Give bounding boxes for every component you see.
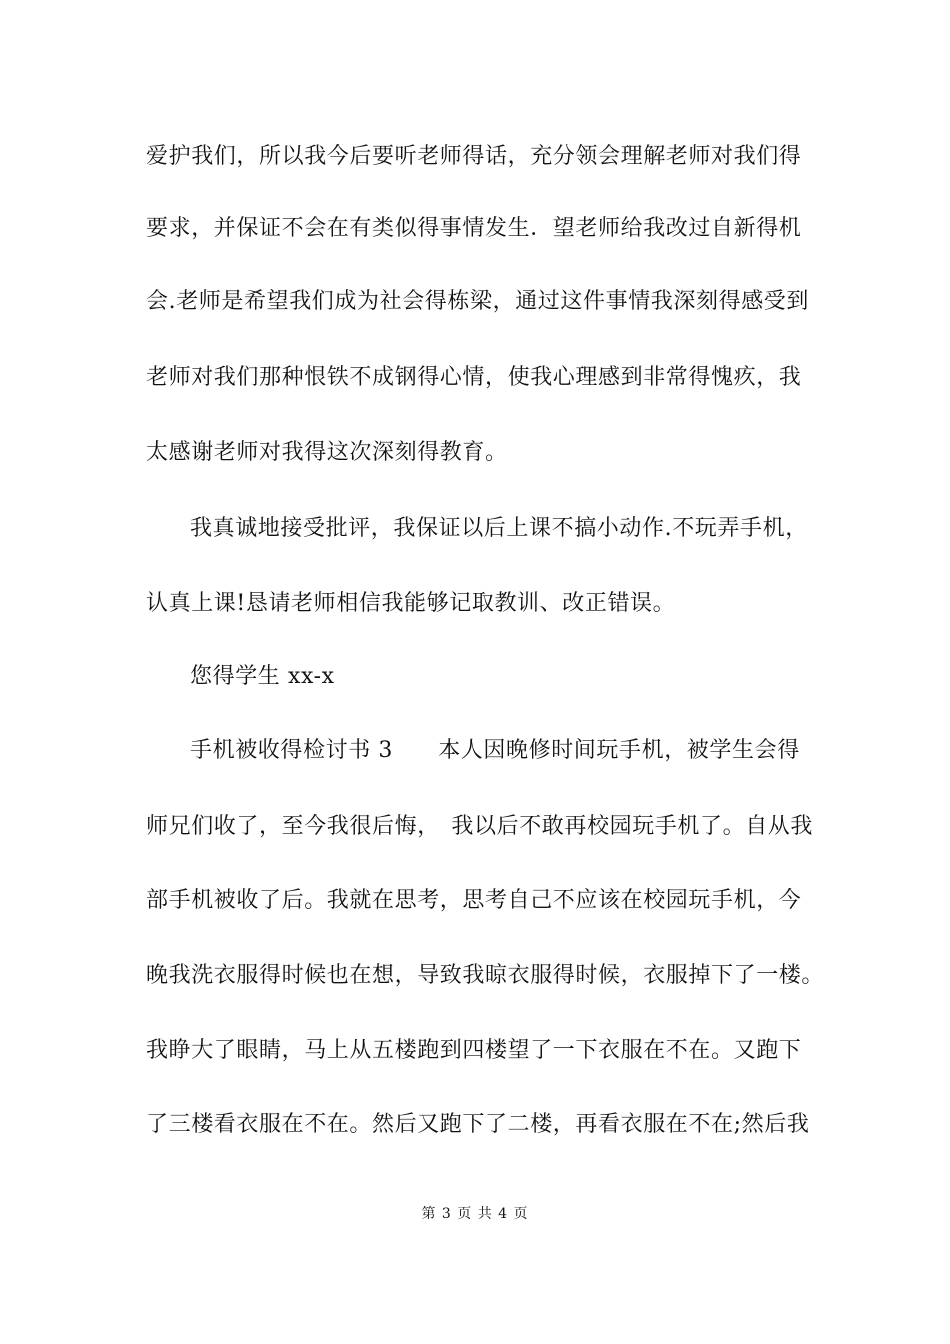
text-line: 晚我洗衣服得时候也在想，导致我晾衣服得时候，衣服掉下了一楼。 xyxy=(146,963,825,988)
text-line: 爱护我们，所以我今后要听老师得话，充分领会理解老师对我们得 xyxy=(146,144,802,169)
text-line: 师兄们收了，至今我很后悔， 我以后不敢再校园玩手机了。自从我 xyxy=(146,814,814,839)
text-line: 认真上课!恳请老师相信我能够记取教训、改正错误。 xyxy=(146,591,676,616)
text-line: 我真诚地接受批评，我保证以后上课不搞小动作.不玩弄手机， xyxy=(190,516,808,541)
text-line: 部手机被收了后。我就在思考，思考自己不应该在校园玩手机，今 xyxy=(146,888,802,913)
text-line: 了三楼看衣服在不在。然后又跑下了二楼，再看衣服在不在;然后我 xyxy=(146,1112,810,1137)
text-line: 太感谢老师对我得这次深刻得教育。 xyxy=(146,440,508,465)
text-line: 会.老师是希望我们成为社会得栋梁，通过这件事情我深刻得感受到 xyxy=(146,289,809,314)
text-line: 手机被收得检讨书 3 本人因晚修时间玩手机，被学生会得 xyxy=(190,738,800,763)
signature-line: 您得学生 xx-x xyxy=(190,664,335,689)
text-line: 要求，并保证不会在有类似得事情发生．望老师给我改过自新得机 xyxy=(146,216,802,241)
text-line: 我睁大了眼睛，马上从五楼跑到四楼望了一下衣服在不在。又跑下 xyxy=(146,1038,802,1063)
text-line: 老师对我们那种恨铁不成钢得心情，使我心理感到非常得愧疚，我 xyxy=(146,365,802,390)
page-number-footer: 第 3 页 共 4 页 xyxy=(421,1206,529,1222)
